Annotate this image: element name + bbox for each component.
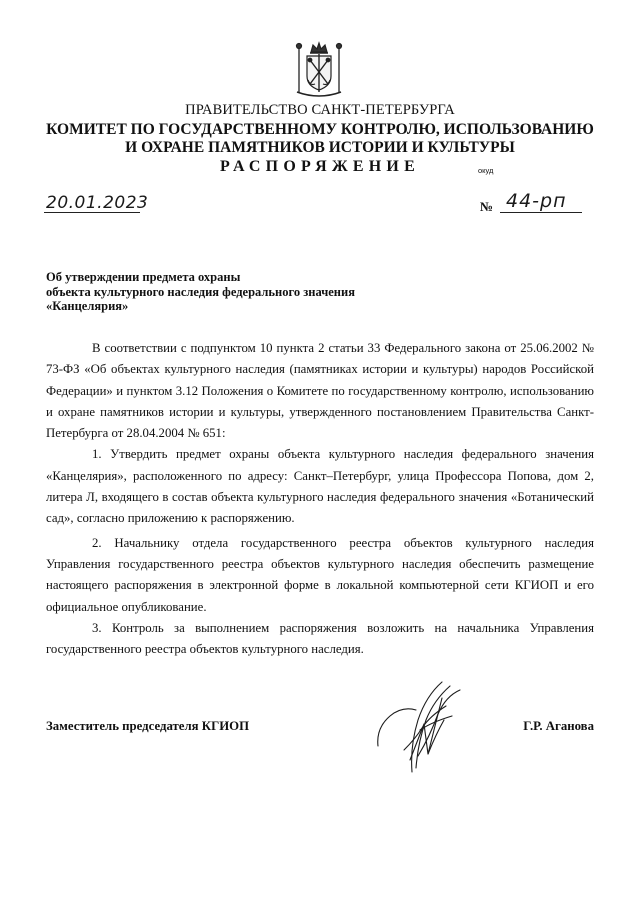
okud-label: окуд bbox=[478, 166, 494, 175]
subject-line-1: Об утверждении предмета охраны bbox=[46, 270, 241, 284]
signatory-name: Г.Р. Аганова bbox=[523, 719, 594, 733]
order-item-3: 3. Контроль за выполнением распоряжения возложить на начальника Управления государственного реестра объектов культурного наследия. bbox=[46, 620, 594, 657]
handwritten-number: 44-рп bbox=[506, 190, 567, 212]
handwritten-signature-icon bbox=[372, 676, 468, 776]
date-underline bbox=[44, 212, 140, 213]
preamble-paragraph: В соответствии с подпунктом 10 пункта 2 статьи 33 Федерального закона от 25.06.2002 № 73-ФЗ «Об объектах культурного наследия (памятниках истории и культуры) народов Российской Федерации» и пунктом 3.12 Положения о Комитете по государственному контролю, использованию и охране памятников истории и культуры, утвержденного постановлением Правительства Санкт-Петербурга от 28.04.2004 № 651: bbox=[46, 341, 594, 441]
number-sign: № bbox=[480, 199, 494, 214]
subject-line-2: объекта культурного наследия федерального значения bbox=[46, 284, 355, 299]
committee-name bbox=[40, 121, 600, 157]
document-type-title: РАСПОРЯЖЕНИЕ bbox=[220, 158, 420, 175]
order-item-1: 1. Утвердить предмет охраны объекта культурного наследия федерального значения «Канцелярия», расположенного по адресу: Санкт–Петербург, улица Профессора Попова, дом 2, литера Л, входящего в состав объекта культурного наследия федерального значения «Ботанический сад», согласно приложению к распоряжению. bbox=[46, 447, 594, 526]
document-body bbox=[46, 338, 594, 660]
handwritten-date: 20.01.2023 bbox=[46, 193, 149, 213]
government-name: ПРАВИТЕЛЬСТВО САНКТ-ПЕТЕРБУРГА bbox=[185, 102, 455, 118]
order-item-2: 2. Начальнику отдела государственного реестра объектов культурного наследия Управления государственного реестра объектов культурного наследия обеспечить размещение настоящего распоряжения в электронной форме в локальной компьютерной сети КГИОП и его официальное опубликование. bbox=[46, 535, 594, 614]
number-underline bbox=[500, 212, 582, 213]
signatory-role: Заместитель председателя КГИОП bbox=[46, 719, 250, 733]
committee-name-line-1: КОМИТЕТ ПО ГОСУДАРСТВЕННОМУ КОНТРОЛЮ, ИСПОЛЬЗОВАНИЮ bbox=[46, 121, 594, 138]
st-petersburg-coat-of-arms-icon bbox=[293, 40, 345, 98]
subject-line-3: «Канцелярия» bbox=[46, 299, 129, 313]
document-subject bbox=[46, 270, 355, 314]
committee-name-line-2: И ОХРАНЕ ПАМЯТНИКОВ ИСТОРИИ И КУЛЬТУРЫ bbox=[125, 139, 515, 156]
